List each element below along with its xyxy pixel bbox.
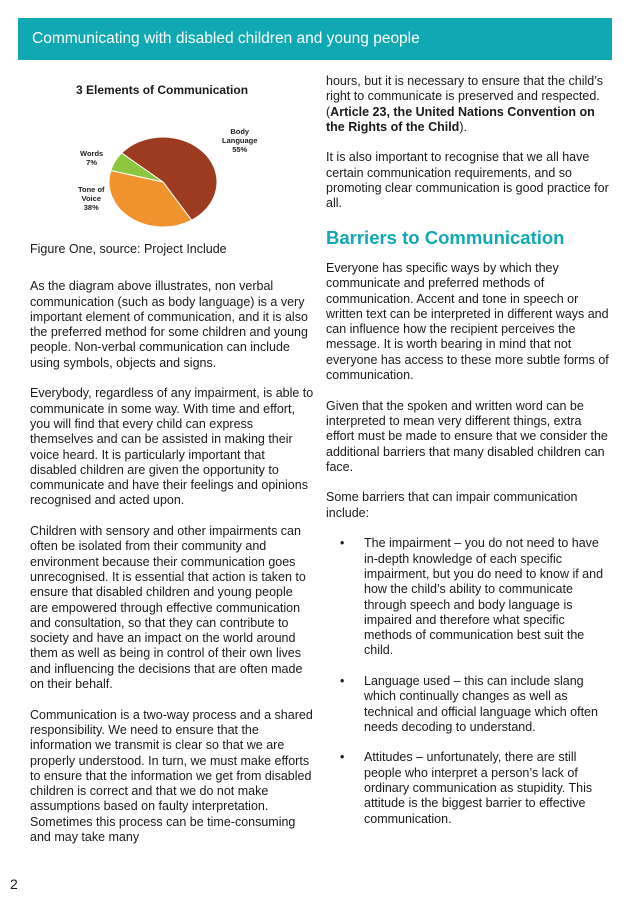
page-header-banner <box>18 18 612 60</box>
right-column <box>326 74 612 842</box>
barriers-list <box>326 536 612 827</box>
paragraph: Everybody, regardless of any impairment, is able to communicate in some way. With time and effort, you will find that every child can express themselves and can be assisted in making their voice heard. It is particularly important that disabled children are given the opportunity to communicate and have their feelings and opinions recognised and acted upon. <box>30 386 314 508</box>
chart-title: 3 Elements of Communication <box>76 83 249 97</box>
paragraph-article-23: hours, but it is necessary to ensure that the child’s right to communicate is preserved and respected. (Article 23, the United Nations Convention on the Rights of the Child). <box>326 74 604 134</box>
list-item: • Language used – this can include slang which continually changes as well as technical and official language which often needs decoding to understand. <box>340 673 598 734</box>
bullet-icon: • <box>340 673 345 688</box>
pie-chart <box>30 75 310 243</box>
paragraph: Everyone has specific ways by which they communicate and preferred methods of communication. Accent and tone in speech or written text can be interpreted in different ways and can influence how the recipient perceives the message. It is worth bearing in mind that not everyone has access to these more subtle forms of communication. <box>326 260 609 383</box>
paragraph: As the diagram above illustrates, non verbal communication (such as body language) is a very important element of communication, and it is also the preferred method for some children and young people. Non-verbal communication can include using symbols, objects and signs. <box>30 279 308 370</box>
slice-label-words: Words 7% <box>80 149 104 167</box>
page-number: 2 <box>10 876 18 892</box>
paragraph: Children with sensory and other impairments can often be isolated from their community and environment because their communication goes unrecognised. It is essential that action is taken to ensure that disabled children and young people are empowered through effective communication and consultation, so that they can contribute to society and have an impact on the world around them as well as being in control of their own lives and influencing the decisions that are often made on their behalf. <box>30 524 306 692</box>
bullet-icon: • <box>340 750 345 765</box>
left-column <box>30 242 314 861</box>
paragraph: Communication is a two-way process and a shared responsibility. We need to ensure that the information we transmit is clear so that we are properly understood. In turn, we must make efforts to ensure that the information we get from disabled children is correct and that we do not make assumptions based on faulty interpretation. Sometimes this process can be time-consuming and may take many <box>30 707 313 844</box>
section-heading: Barriers to Communication <box>326 226 565 248</box>
article-reference: Article 23, the United Nations Convention on the Rights of the Child <box>326 104 595 134</box>
figure-caption: Figure One, source: Project Include <box>30 242 227 256</box>
list-item: • Attitudes – unfortunately, there are still people who interpret a person’s lack of ordinary communication as stupidity. This attitude is the biggest barrier to effective communication. <box>340 750 593 826</box>
paragraph: It is also important to recognise that we all have certain communication requirements, and so promoting clear communication is good practice for all. <box>326 150 609 211</box>
bullet-icon: • <box>340 536 345 551</box>
slice-label-body-language: Body Language 55% <box>222 127 258 154</box>
pie-chart-figure <box>30 75 310 243</box>
paragraph: Some barriers that can impair communication include: <box>326 490 578 520</box>
paragraph: Given that the spoken and written word can be interpreted to mean very different things, extra effort must be made to ensure that we consider the additional barriers that many disabled children can face. <box>326 398 608 474</box>
header-title: Communicating with disabled children and young people <box>32 30 420 47</box>
slice-label-tone-of-voice: Tone of Voice 38% <box>78 185 105 212</box>
list-item: • The impairment – you do not need to have in-depth knowledge of each specific impairment, but you do need to know if and how the child’s ability to communicate through speech and body language is impaired and therefore what specific methods of communication best suit the child. <box>340 536 604 658</box>
